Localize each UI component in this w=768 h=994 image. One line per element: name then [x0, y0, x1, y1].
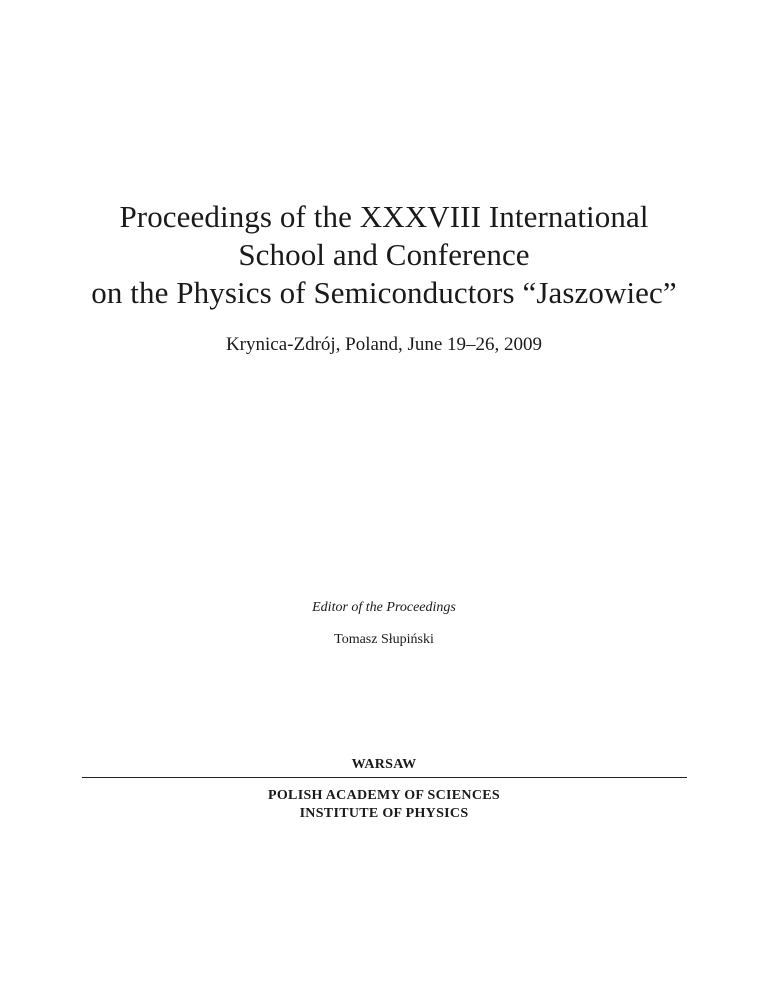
publisher-city: WARSAW — [351, 757, 417, 772]
editor-label: Editor of the Proceedings — [312, 600, 456, 615]
publisher-line-2: INSTITUTE OF PHYSICS — [299, 806, 469, 821]
publisher-line-1: POLISH ACADEMY OF SCIENCES — [268, 788, 500, 803]
proceedings-title — [0, 198, 768, 312]
divider-rule — [82, 777, 687, 778]
title-line-1: Proceedings of the XXXVIII International — [119, 199, 649, 234]
publisher-name — [0, 787, 768, 823]
conference-location-date: Krynica-Zdrój, Poland, June 19–26, 2009 — [225, 334, 543, 355]
editor-name: Tomasz Słupiński — [334, 632, 434, 647]
title-line-3: on the Physics of Semiconductors “Jaszowiec” — [91, 275, 677, 310]
title-line-2: School and Conference — [238, 237, 530, 272]
